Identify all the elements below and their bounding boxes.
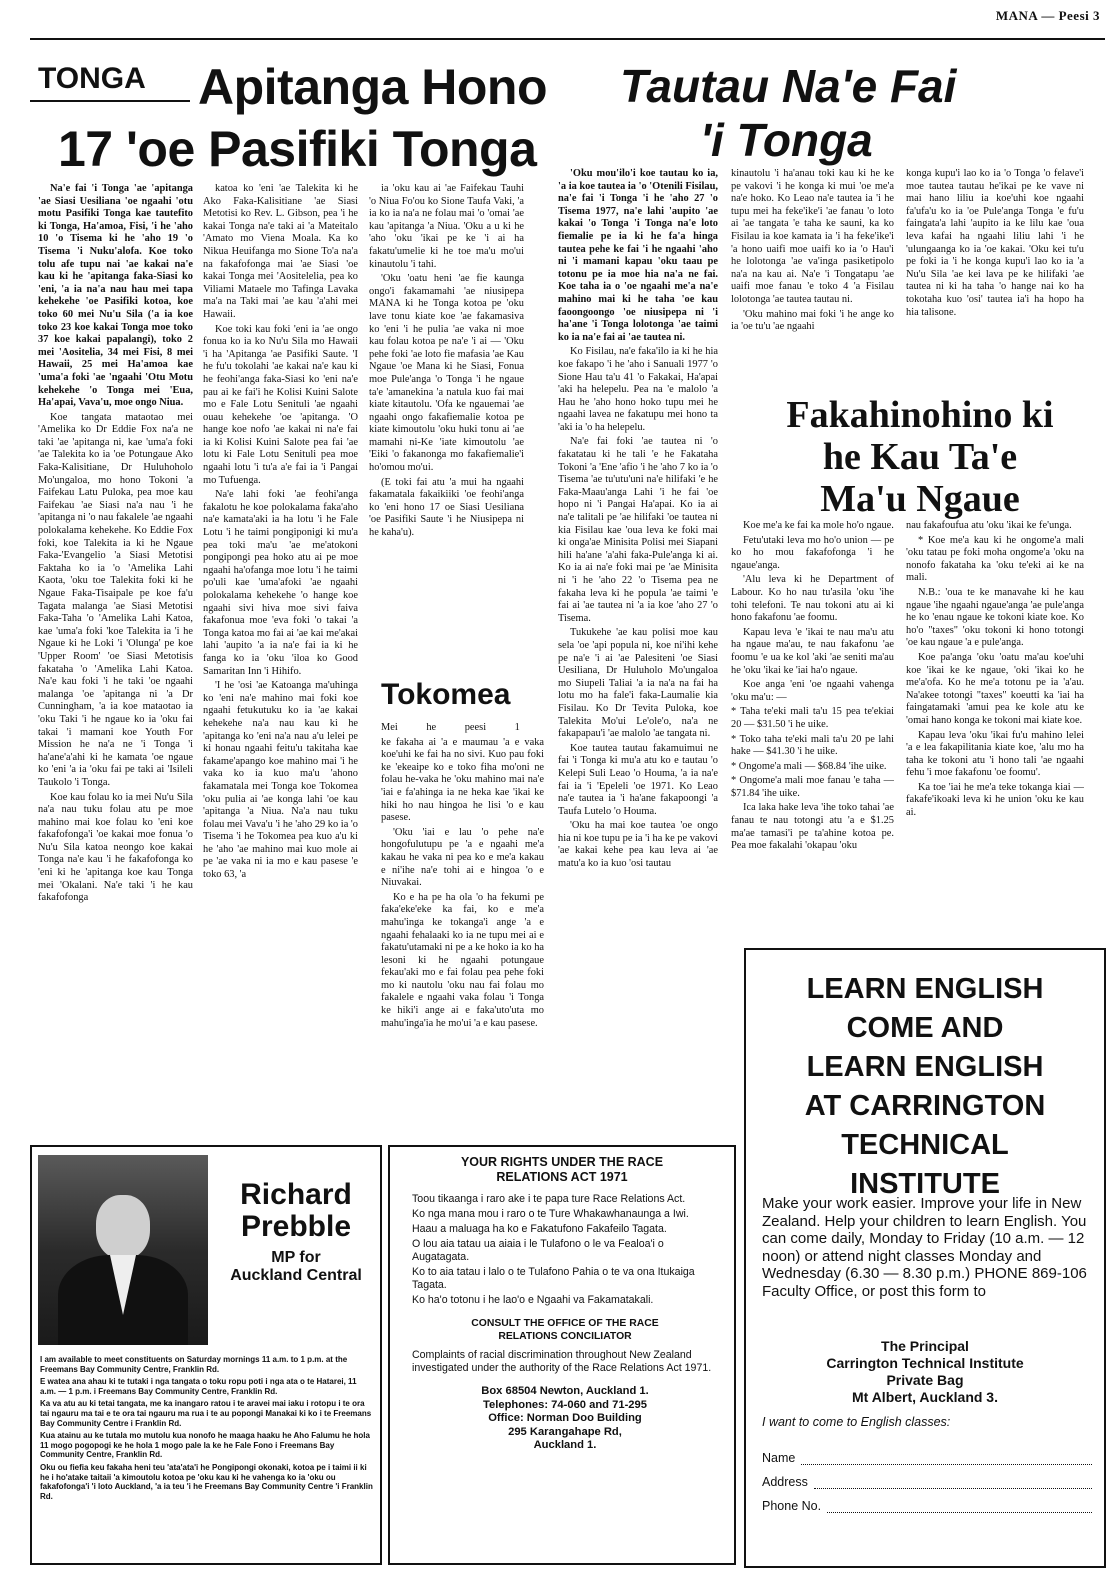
ad-race-body: [412, 1193, 718, 1455]
headline-fakahinohino-line2: he Kau Ta'e: [822, 436, 1018, 478]
headline-apitanga-line1: Apitanga Hono: [198, 59, 548, 115]
address-line: 295 Karangahape Rd,: [508, 1425, 622, 1438]
paragraph: 'I he 'osi 'ae Katoanga ma'uhinga ko 'eni na'e mahino mai foki koe ngaahi fetukutuku ko ia 'ae kakai kehekehe na'a nau kau ki he 'apitanga ko 'eni na'a nau a'u lelei pe ki honau ngaahi feitu'u takitaha kae fakame'apango koe mahino mai 'i he vaka ko ia kuo ma'u 'ahono fakamatala mei Tonga koe Tokomea 'oku pulia ai 'ae konga lahi 'oe kau 'apitanga 'a Niua. Na'a nau tuku folau mei Vava'u 'i he 'aho 29 ko ia 'o Tisema 'i he Tokomea pea kuo a'u ki he 'aho 'ae mahino mai kuo mole ai pe 'ae vaka ni ia mo e kau pasese 'e toko 63, 'a: [203, 680, 358, 881]
candidate-role: [212, 1249, 380, 1285]
address-line: Auckland 1.: [533, 1439, 597, 1451]
translation-line: Ko ha'o totonu i he lao'o e Ngaahi va Fakamatakali.: [412, 1294, 654, 1306]
paragraph: ia 'oku kau ai 'ae Faifekau Tauhi 'o Niua Fo'ou ko Sione Taufa Vaki, 'a ia ko ia na'a ne folau mai 'o 'omai 'ae kau 'apitanga 'a Niua. 'Oku a u ki he 'aho 'oku 'ikai pe ke 'i ai ha fakatu'umelie ki he toe ma'u mo'ui kinautolu 'i tahi.: [369, 183, 524, 270]
article-apitanga-col2: [203, 183, 358, 1143]
paragraph: Kua atainu au ke tutala mo mutolu kua nonofo he maaga haaku he Aho Falumu he hola 11 mogo pogopogi ke he hola 1 mogo pale la ke he Fale Fono i Freemans Bay Community Centre, Franklin Rd.: [40, 1431, 370, 1460]
ad-english-title-line: LEARN ENGLISH: [806, 1051, 1044, 1083]
paragraph: Na'e fai foki 'ae tautea ni 'o fakatatau ki he tali 'e he Fakataha Tokoni 'a 'Ene 'afio 'i he 'aho 7 ko ia 'o Tisema 'ae tu'utu'uni na'e hilifaki 'e he Faka-Maau'anga Lahi 'i he fai 'oe hopo ni 'i Pangai Ha'apai. Ko ia ai na'e talitali pe 'ae hilifaki 'oe tautea ni kia Fisilau kae 'oua leva ke foki mai ki onga'ae Minisita Polisi mei Siapani hili ha'ane 'a'ahi faka-Pule'anga ki ai. Ko ia ai na'e foki mai pe 'ae Minisita ni 'i he 'aho 22 'o Tisema pea ne fakaha leva ki he popula 'ae taimi 'e fai ai 'ae tautea ni 'a ia koe 'aho 27 'o Tisema.: [558, 436, 718, 624]
paragraph: Na'e fai 'i Tonga 'ae 'apitanga 'ae Siasi Uesiliana 'oe ngaahi 'otu motu Pasifiki Tonga kae tautefito ki Tonga, Ha'amoa, Fisi, 'i he 'aho 10 'o Tisema ki he 'aho 19 'o Tisema 'i Nuku'alofa. Koe toko tolu afe tupu nai 'ae kakai na'e kau ki he 'apitanga faka-Siasi ko 'eni, 'a ia na'a nau hau mei tapa kehekehe 'oe Pasifiki kotoa, koe toko 60 mei Nu'u Sila ('a ia koe toko 23 koe kakai Tonga moe toko 37 koe kakai papalangi), toko 2 mei 'Aositelia, 34 mei Fisi, 8 mei Hawaii, 25 mei Ha'amoa kae 'uma'a foki 'ae 'ngaahi 'Otu Motu kehekehe 'o Tonga mei 'Eua, Ha'apai, Vava'u, moe ongo Niua.: [38, 183, 193, 409]
paragraph: (E toki fai atu 'a mui ha ngaahi fakamatala fakaikiiki 'oe feohi'anga ko 'eni hono 17 oe Siasi Uesiliana 'oe Pasifiki Saute 'i he Niusipepa ni he kaha'u).: [369, 476, 524, 539]
headline-fakahinohino-line1: Fakahinohino ki: [786, 394, 1054, 436]
list-item: * Toko taha te'eki mali ta'u 20 pe lahi hake — $41.30 'i he uike.: [731, 733, 894, 758]
article-tautau-col3: [906, 168, 1084, 394]
translation-line: Toou tikaanga i raro ake i te papa ture Race Relations Act.: [412, 1193, 686, 1205]
address-line: Mt Albert, Auckland 3.: [852, 1389, 998, 1405]
paragraph: E watea ana ahau ki te tutaki i nga tangata o toku ropu poti i nga ata o te Hatarei, 11 a.m. — 1 p.m. i Freemans Bay Community Centre, Franklin Rd.: [40, 1377, 357, 1396]
ad-english-title-line: COME AND: [846, 1012, 1004, 1044]
article-apitanga-col3: [369, 183, 524, 673]
headline-fakahinohino-line3: Ma'u Ngaue: [820, 478, 1020, 520]
headline-tokomea: Tokomea: [381, 678, 511, 711]
translation-line: Haau a maluaga ha ko e Fakatufono Fakafeilo Tagata.: [412, 1223, 667, 1235]
address-line: Box 68504 Newton, Auckland 1.: [481, 1385, 649, 1397]
paragraph: Oku ou fiefia keu fakaha heni teu 'ata'ata'i he Pongipongi okonaki, kotoa pe i taimi ii ki he i ho'atake taitaii 'a kimoutolu kotoa pe 'oku kau ki he vahenga ko ia 'oku ou fakafofonga'i 'i loto Auckland, 'a ia teu 'i he Freemans Bay Community Centre 'i Franklin Rd.: [40, 1462, 373, 1501]
paragraph: 'Oku ha mai koe tautea 'oe ongo hia ni koe tupu pe ia 'i ha ke pe vakovi 'ae kakai kehe pea kau leva ai 'ae matu'a ko ia kuo 'osi tautau: [558, 820, 718, 870]
paragraph: Fetu'utaki leva mo ho'o union — pe ko ho mou fakafofonga 'i he ngaue'anga.: [731, 534, 894, 571]
translation-line: Ko nga mana mou i raro o te Ture Whakawhanaunga a Iwi.: [412, 1208, 689, 1220]
translation-line: Ko to aia tatau i lalo o te Tulafono Pahia o te va ona Itukaiga Tagata.: [412, 1266, 695, 1291]
portrait-photo: [38, 1155, 208, 1345]
paragraph: kinautolu 'i ha'anau toki kau ki he ke pe vakovi 'i he konga ki mui 'oe me'a na'e hoko. Ko Leao na'e tautea ia 'i he tupu mei ha feke'ike'i 'ae fanau 'o loto ai 'ae tangata 'e taha ke sauni, ka ko Fisilau ia koe kamata ia 'i ha feke'ike'i 'a hono uaifi moe uaifi ko ia 'o Hau'i he lolotonga 'ae va'inga pasiketipolo na'a na kau ai. Na'e 'i Tongatapu 'ae uaifi moe fanau 'e toko 4 'a Fisilau lolotonga 'ae tautea tautau ni.: [731, 168, 894, 305]
running-header: MANA — Peesi 3: [995, 8, 1100, 23]
paragraph: nau fakafoufua atu 'oku 'ikai ke fe'unga.: [906, 520, 1072, 531]
ad-prebble-text: [40, 1355, 374, 1504]
ad-english-body: Make your work easier. Improve your life in New Zealand. Help your children to learn English. You can come daily, Monday to Friday (10 a.m. — 12 noon) or attend night classes Monday and Wednesday (6.30 — 8.30 p.m.) PHONE 869-106 Faculty Office, or post this form to: [762, 1195, 1087, 1300]
paragraph: 'Alu leva ki he Department of Labour. Ko ho nau tu'asila 'oku 'ihe tohi telefoni. Te nau tokoni atu ai ki hono fakafonu 'ae foomu.: [731, 574, 894, 624]
headline-tautau-line2: 'i Tonga: [700, 114, 873, 166]
headline-apitanga-line2: 17 'oe Pasifiki Tonga: [58, 121, 537, 177]
phone-field[interactable]: [762, 1489, 1092, 1513]
article-tautau-col1: [558, 168, 718, 1143]
ad-race-address: [412, 1385, 718, 1453]
paragraph: Koe toki kau foki 'eni ia 'ae ongo fonua ko ia ko Nu'u Sila mo Hawaii 'i ha 'Apitanga 'ae Pasifiki Saute. 'I he fu'u tokolahi 'ae kakai na'e kau ki he feohi'anga faka-Siasi ko 'eni na'e pau ai ke fai'i he Kolisi Kuini Salote mo e Fale Lotu Senituli 'ae ngaahi ouau kehekehe 'oe 'apitanga. 'O hange koe nofo 'ae kakai ni na'e fai ia ki Kolisi Kuini Salote pea fai 'ae lotu ki Fale Lotu Senituli pea moe ngaahi lotu 'i tu'a a'e fai ia 'i Pangai mo Tufuenga.: [203, 323, 358, 486]
candidate-role-line1: MP for: [271, 1249, 321, 1266]
ad-race-subhead: [412, 1317, 718, 1343]
ad-english-title-line: INSTITUTE: [850, 1168, 1000, 1200]
article-tokomea: [381, 722, 544, 1140]
paragraph: Kapau leva 'oku 'ikai fu'u mahino lelei 'a e lea fakapilitania kiate koe, 'alu mo ha taha ke tokoni atu 'i hono tali 'ae ngaahi fehu 'i moe fakafonu 'oe foomu'.: [906, 729, 1084, 779]
ad-race-title-line2: RELATIONS ACT 1971: [496, 1170, 628, 1184]
candidate-name-first: Richard: [240, 1178, 352, 1211]
article-fakahinohino-col2: [906, 520, 1084, 945]
phone-field-label: Phone No.: [762, 1499, 822, 1513]
lead-paragraph: 'Oku mou'ilo'i koe tautau ko ia, 'a ia koe tautea ia 'o 'Otenili Fisilau, na'e fai 'i Tonga 'i he 'aho 27 'o Tisema 1977, na'e lahi 'aupito 'ae kakai 'o Tonga 'i Tonga na'e loto fiemalie pe ia ki he fa'a hinga tautea pehe ke fai 'i he ngaahi 'aho ni 'i mamani kapau 'oku taau pe totonu pe ia moe hia na'a ne fai. Koe taha ia o 'oe ngaahi me'a na'e mahino mai ki he taha 'oe kau faoongoongo 'oe niusipepa ni 'i ha'ane 'i Tonga lolotonga 'ae taimi ko ia na'e fai ai 'ae tautea ni.: [558, 168, 718, 343]
headline-fakahinohino: [750, 394, 1090, 520]
ad-english-title: [746, 970, 1104, 1204]
address-field-label: Address: [762, 1475, 808, 1489]
paragraph: N.B.: 'oua te ke manavahe ki he kau ngaue 'ihe ngaahi ngaue'anga 'ae pule'anga he ko 'enau ngaue ke tokoni kiate koe. Ko ho'o "taxes" 'oku tokoni ki hono totongi 'oe kau ngaue 'a e pule'anga.: [906, 586, 1084, 649]
article-fakahinohino-col1: [731, 520, 894, 945]
candidate-name: [212, 1179, 380, 1243]
candidate-name-last: Prebble: [240, 1210, 352, 1243]
paragraph: I am available to meet constituents on Saturday mornings 11 a.m. to 1 p.m. at the Freemans Bay Community Centre, Franklin Rd.: [40, 1355, 348, 1374]
address-line: Telephones: 74-060 and 71-295: [483, 1398, 647, 1411]
paragraph: Ko e ha pe ha ola 'o ha fekumi pe faka'eke'eke ka fai, ko e me'a mahu'inga ke tokanga'i ange 'a e ngaahi fehalaaki ko ia ne tupu mei ai e fakatu'utamaki ni pe a ke hoko ia ko ha lesoni ki he ngaahi potungaue fekau'aki mo e fai folau pea pehe foki mo ki nautolu 'oku nau fai folau mo fakalele e ngaahi vaka folau 'i Tonga ke hiki'i ange ai e faka'uto'uta mo mahu'inga'ia he mo'ui 'a e kau pasese.: [381, 891, 544, 1029]
form-intro: I want to come to English classes:: [762, 1415, 951, 1429]
name-field-label: Name: [762, 1451, 796, 1465]
paragraph: Ica laka hake leva 'ihe toko tahai 'ae fanau te nau totongi atu 'a e $1.25 ma'ae tamasi'i pe ta'ahine kotoa pe. Pea moe fakalahi 'okapau 'oku: [731, 802, 894, 852]
ad-race-relations: [388, 1145, 736, 1565]
paragraph: Na'e lahi foki 'ae feohi'anga fakalotu he koe polokalama faka'aho na'e kamata'aki ia ha lotu 'i he Fale Lotu 'i he taimi pongiponigi ki mu'a pea toki ma'u 'ae me'atokoni pongipongi pea hoko atu ai pe moe ngaahi ha'ofanga moe lotu 'i he taimi po'uli kae 'uma'afoki 'ae ngaahi polokalama kehekehe 'o hange koe ngaahi sivi hiva moe sivi faiva fakafonua moe 'eva foki 'o takai 'a Tonga katoa mo fai ai 'ae kai me'akai lahi 'aupito 'a ia na'e fai ia ki he fanga ko ia 'oku 'iloa ko Good Samaritan Inn 'i Hihifo.: [203, 489, 358, 677]
address-line: Carrington Technical Institute: [826, 1355, 1024, 1371]
address-line: The Principal: [881, 1338, 969, 1354]
ad-english-address: [746, 1338, 1104, 1406]
paragraph: ke fakaha ai 'a e maumau 'a e vaka koe'uhi ke fai ha no sivi. Kuo pau foki ke 'ekeaipe ko e toko fiha mo'oni ne folau he-vaka he 'oku mahino mai na'e 'iai e fa'ahinga ia ne heka kae 'ikai ke hiki ho nau hingoa he lisi 'o e kau pasese.: [381, 736, 544, 824]
list-item: * Ongome'a mali moe fanau 'e taha — $71.84 'ihe uike.: [731, 775, 894, 799]
paragraph: Koe kau folau ko ia mei Nu'u Sila na'a nau tuku folau atu pe moe mahino mai koe folau ko 'eni koe fakafofonga'i 'oe kakai moe fonua 'o Nu'u Sila katoa neongo koe kakai Tonga na'e kau 'i he fakafofonga ko 'eni ki he 'apitanga koe kau Tonga mei 'Okalani. Na'e taki 'i he kau fakafofonga: [38, 791, 193, 904]
address-field[interactable]: [762, 1465, 1092, 1489]
page-header: [30, 0, 1105, 40]
paragraph: 'Oku 'iai e lau 'o pehe na'e hongofulutupu pe 'a e ngaahi me'a kakau he vaka ni pea ko e me'a kakau e ni'ihe na'e tohi ai e hingoa 'o e Niuvakai.: [381, 826, 544, 889]
paragraph: Ko Fisilau, na'e faka'ilo ia ki he hia koe fakapo 'i he 'aho i Sanuali 1977 'o Sione Hau ta'u 41 'o Fakakai, Ha'apai 'aki ha helepelu. Pea na 'e malolo 'a Hau he 'aho hono hoko tupu mei he ngaahi lavea ne fakatupu mei hono ta 'aki ia 'o ha helepelu.: [558, 346, 718, 433]
article-tautau-col2: [731, 168, 894, 394]
paragraph: konga kupu'i lao ko ia 'o Tonga 'o felave'i moe tautea tautau he'ikai pe ke vave ni mai hano liliu ia koe'uhi koe ngaahi fa'ufa'u ko ia 'oe Pule'anga Tonga 'e fu'u faingata'a lahi 'aupito ia ke lilu kae 'oua leva kafai ha ngaahi liliu lahi 'i he 'ulungaanga ko ia 'oe kakai. 'Oku kei tu'u pe foki ia 'i he konga kupu'i lao ko ia 'a Nu'u Sila 'ae kei lava pe ke hilifaki 'ae tautea ni ki ha taha 'o hange nai ko ha tokotaha kuo 'osi' tautea ia'i ha hopo ha hia talisone.: [906, 168, 1084, 318]
enrolment-form: [762, 1415, 1092, 1513]
list-item: * Ongome'a mali — $68.84 'ihe uike.: [731, 760, 887, 772]
address-line: Private Bag: [886, 1372, 964, 1388]
paragraph: Koe tangata mataotao mei 'Amelika ko Dr Eddie Fox na'a ne taki 'ae 'apitanga ni, kae 'uma'a foki 'ae Talekita ko ia 'oe Potungaue Ako Faka-Kalisitiane, Dr Huluhoholo Mo'ungaloa, mo hono Tokoni 'a Faifekau Latu Puloka, pea moe kau Faifekau 'ae Siasi na'a nau 'i he 'apitanga ni 'o nau fakalele 'ae ngaahi polokalama kehekehe. Ko Eddie Fox foki, koe Talekita ia ki he Ngaue Faka-'Evangelio 'a Siasi Metotisi Faktaha ko ia 'o 'Amelika Lahi Kaota, 'oku toe Talekita foki ki he Ngaue Faka-Tisaipale pe koe fa'u Tagata malanga 'ae Siasi Metotisi Faka-Taha 'o 'Amelika Lahi Katoa, kae 'uma'a foki 'koe Talekita ia 'i he Ngaue ki he Loki 'i 'Olunga' pe koe 'Upper Room' 'oe Siasi Metotisis fakataha 'o 'Amelika Lahi Katoa. Na'e kau foki 'i he taki 'oe ngaahi malanga 'oe 'apitanga ni 'a Dr Cunningham, 'a ia koe mataotao ia 'oku Taki 'i he ngaue ko ia 'oku fai takai 'i mamani koe Youth For Mission he na'a ne 'i Tonga 'i ha'ane'a'ahi ki he kamata 'oe ngaue ko 'eni 'a ia 'oku fai pe taki ai 'Isileli Taukolo 'i Tonga.: [38, 411, 193, 788]
candidate-role-line2: Auckland Central: [230, 1267, 362, 1284]
paragraph: Koe me'a ke fai ka mole ho'o ngaue.: [743, 520, 894, 531]
ad-race-title: [390, 1155, 734, 1185]
paragraph: Ka toe 'iai he me'a teke tokanga kiai — fakafe'ikoaki leva ki he union 'oku ke kau ai.: [906, 781, 1084, 819]
translation-line: O lou aia tatau ua aiaia i le Tulafono o le va Fealoa'i o Augatagata.: [412, 1238, 664, 1263]
paragraph: Tukukehe 'ae kau polisi moe kau sela 'oe 'api popula ni, koe ni'ihi kehe pe na'e 'i ai 'ae Palesiteni 'oe Siasi Uesiliana, Dr Huluholo Mo'ungaloa mo Siupeli Taliai 'a ia na'a na fai ha lotu mo ha fale'i faka-Laumalie kia Fisilau. Ko Dr Tevita Puloka, koe Talekita Mo'ui Le'ole'o, na'a ne fakapapau'i 'ae malolo 'ae tangata ni.: [558, 627, 718, 740]
address-line: Office: Norman Doo Building: [488, 1412, 642, 1424]
paragraph: Koe anga 'eni 'oe ngaahi vahenga 'oku ma'u: —: [731, 679, 894, 703]
ad-race-subhead-line2: RELATIONS CONCILIATOR: [498, 1331, 632, 1342]
paragraph: katoa ko 'eni 'ae Talekita ki he Ako Faka-Kalisitiane 'ae Siasi Metotisi ko Rev. L. Gibson, pea 'i he kakai Tonga na'e taki ai 'a Mateitalo 'Amato mo Viena Moala. Ka ko Nikua Heuifanga mo Sione To'a na'a na fakafofonga mai 'ae Siasi 'oe kakai Tonga mei 'Aositelelia, pea ko Viliami Mataele mo Tafinga Lavaka ma'a na Taki mai 'ae kau 'a'ahi mei Hawaii.: [203, 183, 358, 320]
paragraph: Koe tautea tautau fakamuimui ne fai 'i Tonga ki mu'a atu ko e tautau 'o Kelepi Suli Leao 'o Houma, 'a ia na'e fai ia 'i 'Epeleli 'oe 1971. Ko Leao na'e tautea ia 'i ha'ane fakapoongi 'a Taufa Lutelo 'o Houma.: [558, 742, 718, 817]
ad-english-title-line: TECHNICAL: [841, 1129, 1009, 1161]
paragraph: Kapau leva 'e 'ikai te nau ma'u atu ha ngaue ma'au, te nau fakafonu 'ae foomu 'e ua ke kol 'aki 'ae seniti ma'au he 'oku 'ikai ke 'iai ha'o ngaue.: [731, 626, 894, 676]
ad-english-title-line: AT CARRINGTON: [804, 1090, 1046, 1122]
paragraph: Koe pa'anga 'oku 'oatu ma'au koe'uhi koe 'ikai ke ke ngaue, 'oki 'ikai ko he me'a'ofa. Ko he me'a totonu pe ia 'a'au. Na'akee totongi "taxes" koeutti ka 'iai ha faingatamaki 'amui pea ke kole atu ke 'omai hano konga ke tokoni mai kiate koe.: [906, 651, 1084, 726]
continued-from: Mei he peesi 1: [381, 722, 520, 733]
paragraph: * Koe me'a kau ki he ongome'a mali 'oku tatau pe foki moha ongome'a 'oku na nonofo fakataha ka 'oku te'eki ai ke na mali.: [906, 534, 1084, 584]
article-apitanga-col1: [38, 183, 193, 1143]
complaint-text: Complaints of racial discrimination throughout New Zealand investigated under the authority of the Race Relations Act 1971.: [412, 1349, 712, 1374]
ad-learn-english: [744, 948, 1106, 1568]
ad-richard-prebble: [30, 1145, 382, 1565]
paragraph: 'Oku 'oatu heni 'ae fie kaunga ongo'i fakamamahi 'ae niusipepa MANA ki he Tonga kotoa pe 'oku lave tonu kiate koe 'ae fakamasiva ko 'eni 'i he pulia 'ae vaka ni moe kau folau kotoa pe na'e 'i ai — 'Oku pehe foki 'ae loto fie mafasia 'ae Kau Ngaue 'oe Mana ki he Siasi, Fonua moe Pule'anga 'o Tonga 'i he ngaue ta'e 'amanekina 'a natula kuo fai mai kiate kitautolu. 'Ofa ke ngauemai 'ae ngaahi ongo fakafiemalie kotoa pe kiate kimoutolu 'oku huki tonu ai 'ae mamahi ni-Ke 'iate kimoutolu 'ae 'Eiki 'o fakanonga mo fakafiemalie'i ho'omou mo'ui.: [369, 273, 524, 474]
ad-race-title-line1: YOUR RIGHTS UNDER THE RACE: [460, 1155, 664, 1169]
paragraph: 'Oku mahino mai foki 'i he ange ko ia 'oe tu'u 'ae ngaahi: [731, 308, 894, 333]
list-item: * Taha te'eki mali ta'u 15 pea te'ekiai 20 — $31.50 'i he uike.: [731, 706, 894, 730]
paragraph: Ka va atu au ki tetai tangata, me ka inangaro ratou i te aravei mai iaku i rotopu i te ora tai ngauru ma tai e te ora tai ngauru ma rua i te au popongi Manakai ki ko i te Freemans Bay Community Centre i Franklin Rd.: [40, 1399, 372, 1428]
section-tag: TONGA: [30, 58, 190, 102]
ad-race-subhead-line1: CONSULT THE OFFICE OF THE RACE: [471, 1318, 659, 1329]
name-field[interactable]: [762, 1441, 1092, 1465]
ad-english-title-line: LEARN ENGLISH: [806, 973, 1044, 1005]
headline-tautau-line1: Tautau Na'e Fai: [620, 60, 957, 112]
